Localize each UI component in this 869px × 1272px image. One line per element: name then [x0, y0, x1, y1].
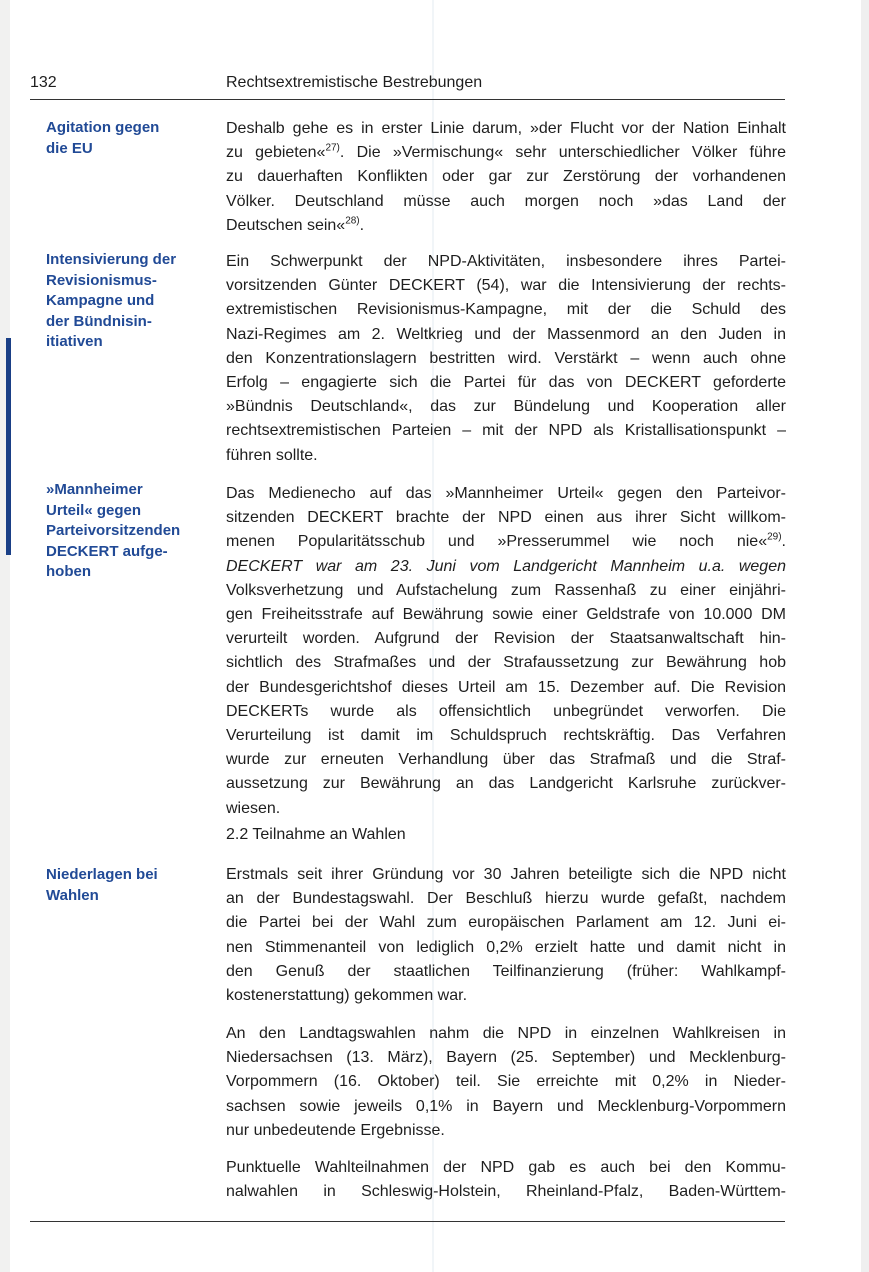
text-line: den Konzentrationslagern bestritten wird. Verstärkt – wenn auch ohne — [226, 349, 786, 367]
text-line: verurteilt worden. Aufgrund der Revision der Staatsanwaltschaft hin- — [226, 630, 786, 648]
page-header — [30, 74, 785, 96]
text-line: DECKERTs wurde als offensichtlich unbegründet verworfen. Die — [226, 702, 786, 720]
text-line: Das Medienecho auf das »Mannheimer Urteil« gegen den Parteivor- — [226, 485, 786, 502]
text-line: Erstmals seit ihrer Gründung vor 30 Jahren beteiligte sich die NPD nicht — [226, 866, 786, 883]
page-number: 132 — [30, 74, 57, 91]
margin-note-line: Intensivierung der — [46, 251, 177, 268]
section-heading: 2.2 Teilnahme an Wahlen — [226, 826, 406, 843]
margin-note-line: »Mannheimer — [46, 481, 143, 498]
footnote-ref: 28) — [345, 215, 360, 227]
text-line: führen sollte. — [226, 446, 318, 464]
text-line: zu dauerhaften Konflikten oder gar zur Zerstörung der vorhandenen — [226, 168, 786, 186]
text-line: sitzenden DECKERT brachte der NPD einen aus ihrer Sicht willkom- — [226, 509, 786, 527]
footnote-ref: 29) — [767, 532, 782, 544]
text-line: wiesen. — [226, 799, 281, 817]
text-line: DECKERT war am 23. Juni vom Landgericht Mannheim u.a. wegen — [226, 557, 786, 575]
header-rule — [30, 99, 785, 100]
footnote-ref: 27) — [325, 142, 340, 154]
text-line: an der Bundestagswahl. Der Beschluß hierzu wurde gefaßt, nachdem — [226, 890, 786, 908]
text-line: Deshalb gehe es in erster Linie darum, »der Flucht vor der Nation Einhalt — [226, 120, 786, 137]
margin-marker-bar — [6, 338, 11, 555]
paragraph-mannheimer-urteil — [226, 482, 786, 821]
paragraph-agitation — [226, 117, 786, 238]
margin-note-revisionismus — [46, 250, 176, 353]
text-line: vorsitzenden Günter DECKERT (54), war die Intensivierung der rechts- — [226, 277, 786, 295]
text-line: kostenerstattung) gekommen war. — [226, 987, 468, 1005]
scan-edge-right — [861, 0, 869, 1272]
text-line: zu gebieten«$^{27)}$. Die »Vermischung« sehr unterschiedlicher Völker führe — [226, 142, 786, 162]
paragraph-landtagswahlen — [226, 1022, 786, 1143]
margin-note-line: Urteil« gegen — [46, 501, 142, 519]
scan-edge-left — [0, 0, 10, 1272]
paragraph-revisionismus — [226, 250, 786, 468]
text-line: »Bündnis Deutschland«, das zur Bündelung und Kooperation aller — [226, 398, 786, 416]
text-line: aussetzung zur Bewährung an das Landgericht Karlsruhe zurückver- — [226, 775, 786, 793]
text-line: Erfolg – engagierte sich die Partei für das von DECKERT geforderte — [226, 374, 786, 392]
text-line: nen Stimmenanteil von lediglich 0,2% erzielt hatte und damit nicht in — [226, 938, 786, 956]
text-line: Deutschen sein«$^{28)}$. — [226, 215, 365, 234]
text-line: Punktuelle Wahlteilnahmen der NPD gab es auch bei den Kommu- — [226, 1159, 786, 1176]
margin-note-line: Revisionismus- — [46, 271, 157, 289]
text-line: der Bundesgerichtshof dieses Urteil am 15. Dezember auf. Die Revision — [226, 678, 786, 696]
footer-rule — [30, 1221, 785, 1222]
margin-note-line: itiativen — [46, 333, 103, 350]
margin-note-line: der Bündnisin- — [46, 312, 152, 330]
text-line: Volksverhetzung und Aufstachelung zum Rassenhaß zu einer einjähri- — [226, 581, 786, 599]
text-line: sachsen sowie jeweils 0,1% in Bayern und Mecklenburg-Vorpommern — [226, 1097, 786, 1115]
text-line: menen Popularitätsschub und »Presserummel wie noch nie«$^{29)}$. — [226, 532, 786, 551]
text-line: nur unbedeutende Ergebnisse. — [226, 1121, 445, 1139]
paragraph-bundestagswahl — [226, 863, 786, 1008]
margin-note-line: Parteivorsitzenden — [46, 522, 181, 539]
margin-note-line: Wahlen — [46, 886, 99, 904]
margin-note-line: die EU — [46, 139, 93, 157]
text-line: nalwahlen in Schleswig-Holstein, Rheinland-Pfalz, Baden-Württem- — [226, 1183, 786, 1201]
margin-note-agitation — [46, 118, 159, 159]
margin-note-line: Kampagne und — [46, 292, 155, 309]
margin-note-wahlen — [46, 865, 158, 906]
text-line: Verurteilung ist damit im Schuldspruch rechtskräftig. Das Verfahren — [226, 727, 786, 745]
text-line: Nazi-Regimes am 2. Weltkrieg und der Massenmord an den Juden in — [226, 325, 786, 343]
text-line: Völker. Deutschland müsse auch morgen noch »das Land der — [226, 192, 786, 210]
text-line: Vorpommern (16. Oktober) teil. Sie erreichte mit 0,2% in Nieder- — [226, 1073, 786, 1091]
text-line: gen Freiheitsstrafe auf Bewährung sowie einer Geldstrafe von 10.000 DM — [226, 606, 786, 624]
margin-note-line: hoben — [46, 563, 91, 580]
text-line: rechtsextremistischen Parteien – mit der NPD als Kristallisationspunkt – — [226, 422, 786, 440]
paragraph-kommunalwahlen — [226, 1156, 786, 1204]
margin-note-line: Niederlagen bei — [46, 866, 158, 883]
text-line: extremistischen Revisionismus-Kampagne, mit der die Schuld des — [226, 301, 786, 319]
running-title: Rechtsextremistische Bestrebungen — [226, 74, 483, 91]
text-line: Niedersachsen (13. März), Bayern (25. September) und Mecklenburg- — [226, 1049, 786, 1067]
margin-note-mannheimer-urteil — [46, 480, 180, 583]
text-line: den Genuß der staatlichen Teilfinanzierung (früher: Wahlkampf- — [226, 962, 786, 980]
margin-note-line: Agitation gegen — [46, 119, 160, 136]
text-line: sichtlich des Strafmaßes und der Strafaussetzung zur Bewährung hob — [226, 654, 786, 672]
text-line: Ein Schwerpunkt der NPD-Aktivitäten, insbesondere ihres Partei- — [226, 253, 786, 270]
text-line: die Partei bei der Wahl zum europäischen Parlament am 12. Juni ei- — [226, 914, 786, 932]
text-line: wurde zur erneuten Verhandlung über das Strafmaß und die Straf- — [226, 751, 786, 769]
text-line: An den Landtagswahlen nahm die NPD in einzelnen Wahlkreisen in — [226, 1025, 786, 1042]
margin-note-line: DECKERT aufge- — [46, 542, 168, 560]
